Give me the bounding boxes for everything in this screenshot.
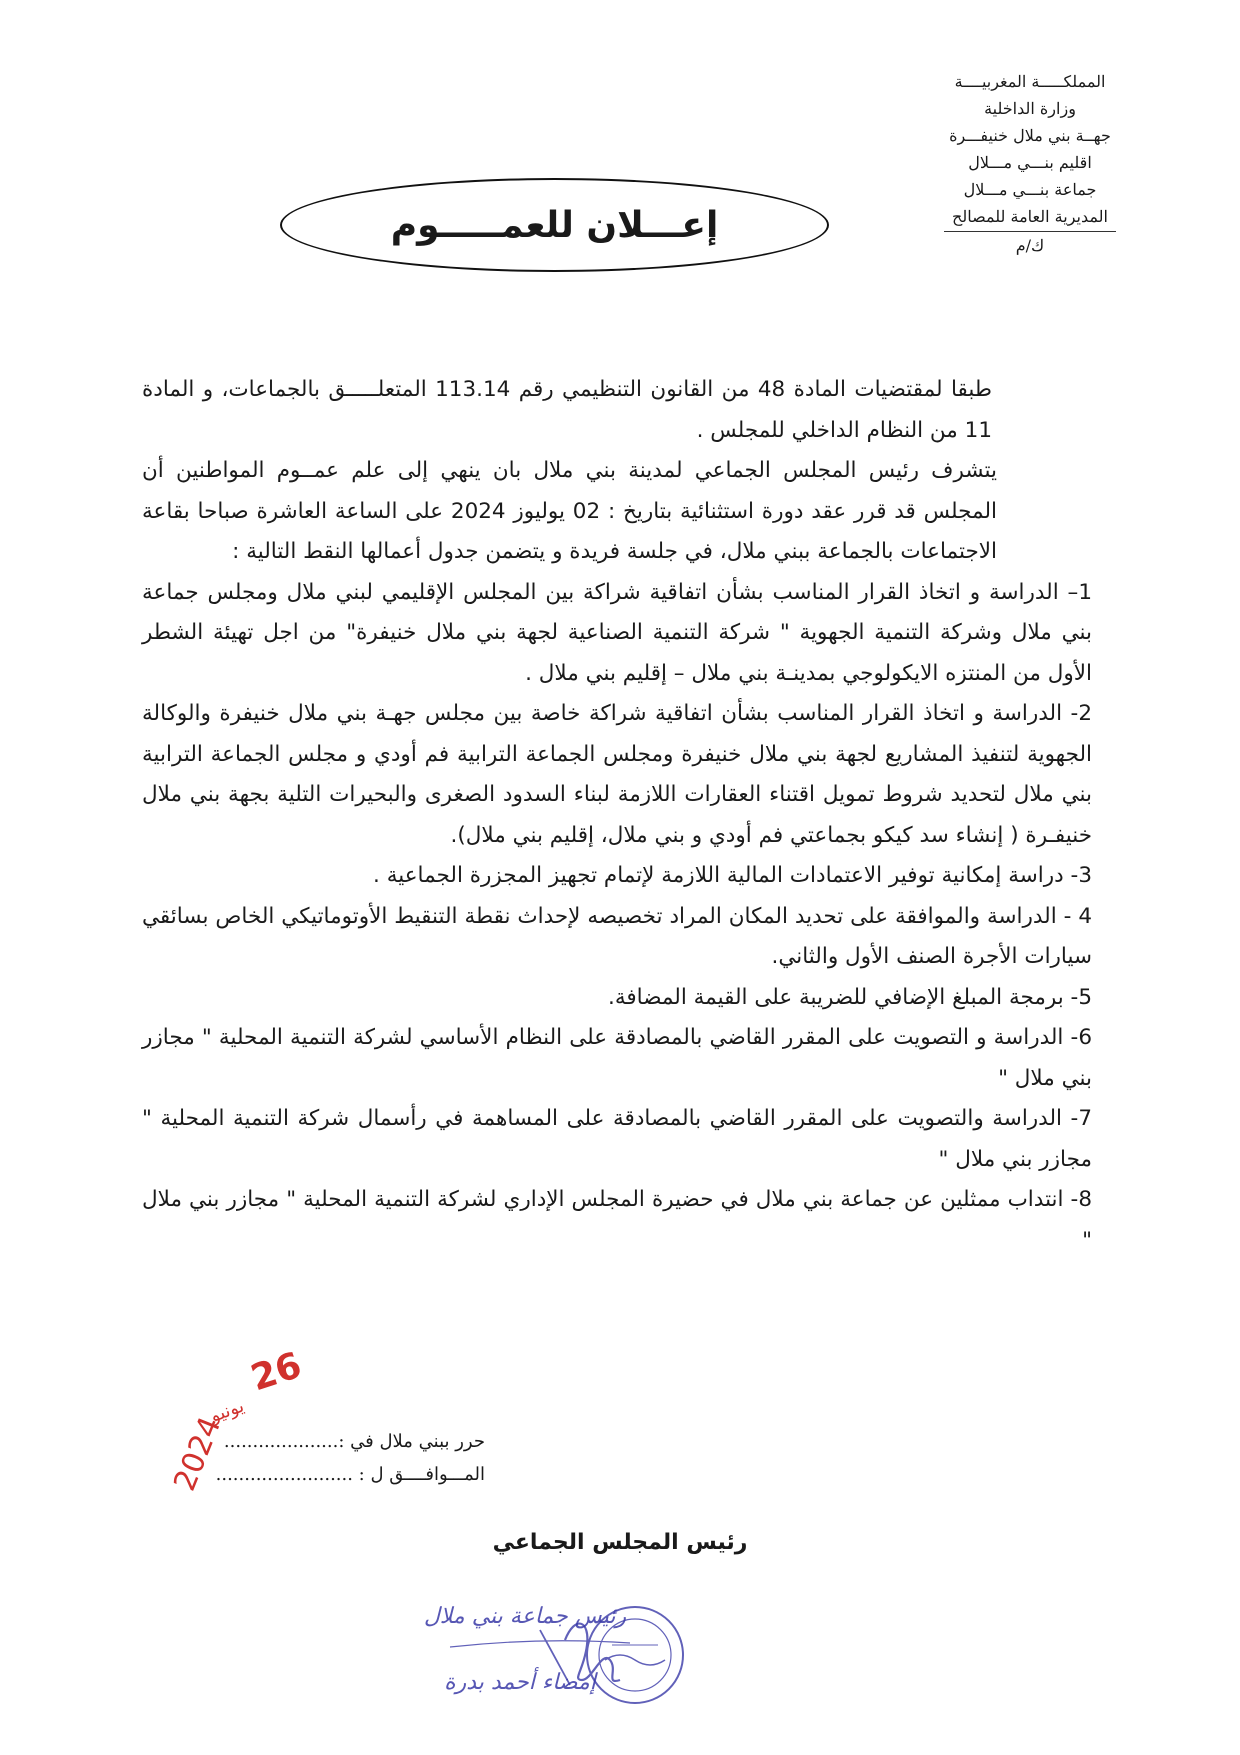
letterhead-province: اقليم بنـــي مـــلال — [968, 153, 1092, 172]
signatory-title: رئيس المجلس الجماعي — [492, 1530, 748, 1555]
written-at-line: حرر ببني ملال في :.................... — [223, 1431, 485, 1452]
letterhead-commune: جماعة بنـــي مـــلال — [963, 180, 1097, 199]
body-intro-paragraph: يتشرف رئيس المجلس الجماعي لمدينة بني ملال بان ينهي إلى علم عمــوم المواطنين أن المجلس قد قرر عقد دورة استثنائية بتاريخ : 02 يوليوز 2024 على الساعة العاشرة صباحا بقاعة الاجتماعات بالجماعة ببني ملال، في جلسة فريدة و يتضمن جدول أعمالها النقط التالية : — [142, 458, 997, 564]
stamp-day: 26 — [246, 1345, 307, 1400]
corresponding-date-line: المـــوافــــق ل : ........................ — [215, 1464, 485, 1485]
body-lead-paragraph: طبقا لمقتضيات المادة 48 من القانون التنظيمي رقم 113.14 المتعلـــــق بالجماعات، و المادة 11 من النظام الداخلي للمجلس . — [142, 377, 992, 443]
letterhead-ministry: وزارة الداخلية — [984, 99, 1076, 118]
letterhead-reference: ك/م — [1015, 236, 1045, 255]
stamp-year: 2024 — [167, 1411, 229, 1495]
agenda-item-7: 7- الدراسة والتصويت على المقرر القاضي بالمصادقة على المساهمة في رأسمال شركة التنمية المحلية " مجازر بني ملال " — [142, 1106, 1092, 1172]
agenda-item-2: 2- الدراسة و اتخاذ القرار المناسب بشأن اتفاقية شراكة خاصة بين مجلس جهـة بني ملال خنيفرة والوكالة الجهوية لتنفيذ المشاريع لجهة بني ملال خنيفرة ومجلس الجماعة الترابية فم أودي و مجلس الجماعة الترابية بني ملال لتحديد شروط تمويل اقتناء العقارات اللازمة لبناء السدود الصغرى والبحيرات التلية بجهة بني ملال خنيفـرة ( إنشاء سد كيكو بجماعتي فم أودي و بني ملال، إقليم بني ملال). — [142, 701, 1092, 848]
agenda-item-5: 5- برمجة المبلغ الإضافي للضريبة على القيمة المضافة. — [608, 984, 1092, 1010]
signature-line-title: رئيس جماعة بني ملال — [423, 1604, 627, 1629]
notice-title: إعـــلان للعمـــــوم — [280, 178, 829, 272]
notice-body — [142, 370, 1092, 1261]
stamp-month: يونيو — [207, 1395, 247, 1427]
date-stamp — [152, 1345, 332, 1495]
letterhead-directorate: المديرية العامة للمصالح — [944, 203, 1116, 232]
agenda-item-8: 8- انتداب ممثلين عن جماعة بني ملال في حضيرة المجلس الإداري لشركة التنمية المحلية " مجازر بني ملال " — [142, 1187, 1092, 1253]
agenda-item-3: 3- دراسة إمكانية توفير الاعتمادات المالية اللازمة لإتمام تجهيز المجزرة الجماعية . — [373, 863, 1092, 888]
letterhead-region: جهــة بني ملال خنيفـــرة — [949, 126, 1111, 145]
letterhead — [880, 68, 1180, 259]
agenda-item-1: 1– الدراسة و اتخاذ القرار المناسب بشأن اتفاقية شراكة بين المجلس الإقليمي لبني ملال ومجلس جماعة بني ملال وشركة التنمية الجهوية " شركة التنمية الصناعية لجهة بني ملال خنيفرة" من اجل تهيئة الشطر الأول من المنتزه الايكولوجي بمدينـة بني ملال – إقليم بني ملال . — [142, 579, 1092, 686]
agenda-item-4: 4 - الدراسة والموافقة على تحديد المكان المراد تخصيصه لإحداث نقطة التنقيط الأوتوماتيكي الخاص بسائقي سيارات الأجرة الصنف الأول والثاني. — [142, 903, 1092, 969]
date-stamp-graphic — [152, 1345, 332, 1495]
agenda-item-6: 6- الدراسة و التصويت على المقرر القاضي بالمصادقة على النظام الأساسي لشركة التنمية المحلية " مجازر بني ملال " — [142, 1025, 1092, 1091]
letterhead-kingdom: المملكـــــة المغربيــــة — [954, 72, 1106, 91]
signature-line-name: إمضاء أحمد بدرة — [444, 1670, 596, 1695]
